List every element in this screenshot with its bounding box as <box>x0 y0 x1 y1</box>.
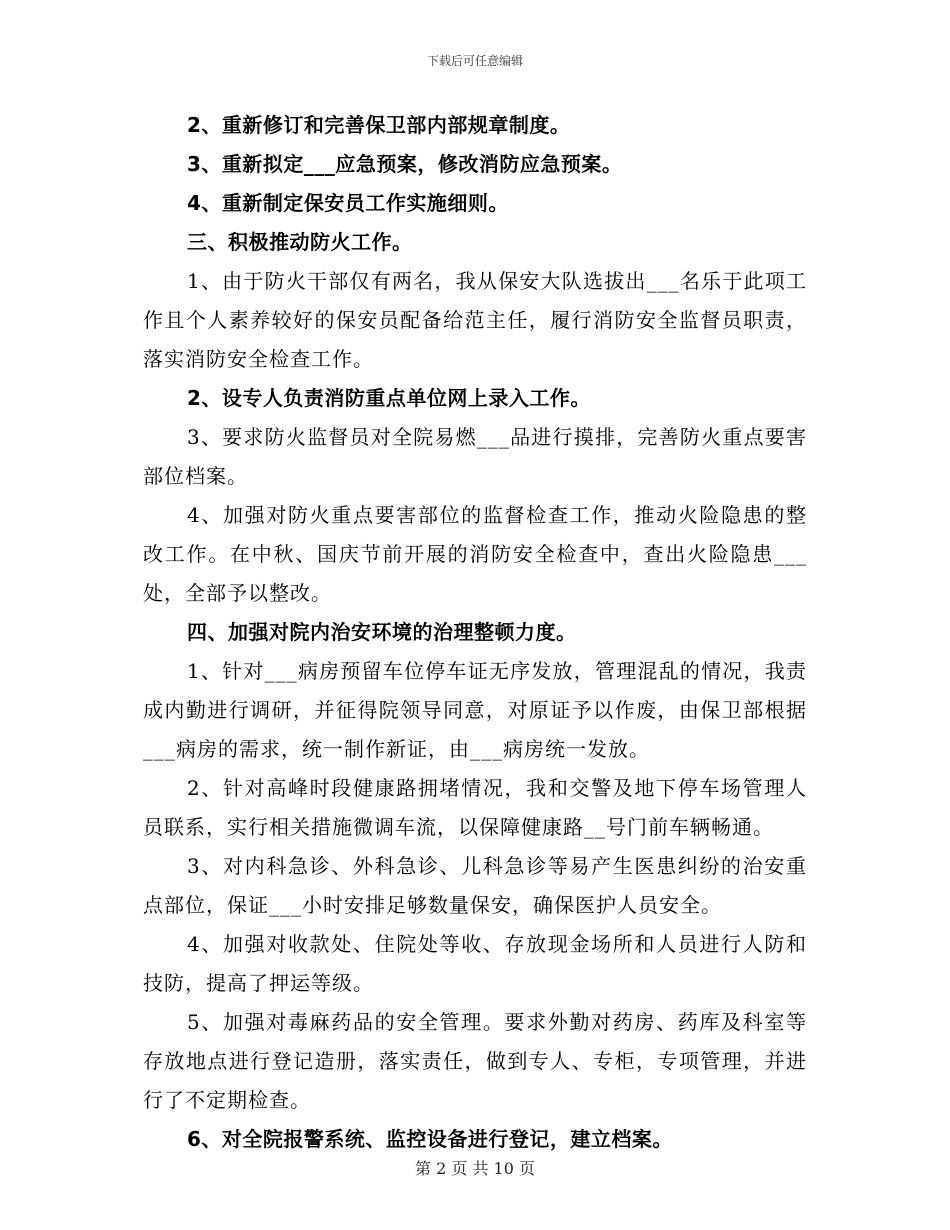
paragraph: 2、重新修订和完善保卫部内部规章制度。 <box>187 113 571 137</box>
paragraph: 3、重新拟定___应急预案，修改消防应急预案。 <box>187 152 623 176</box>
paragraph: 5、加强对毒麻药品的安全管理。要求外勤对药房、药库及科室等存放地点进行登记造册，落实责任，做到专人、专柜，专项管理，并进行了不定期检查。 <box>143 1010 807 1112</box>
paragraph: 4、加强对收款处、住院处等收、存放现金场所和人员进行人防和技防，提高了押运等级。 <box>143 932 807 995</box>
document-body <box>143 106 807 1159</box>
paragraph: 4、加强对防火重点要害部位的监督检查工作，推动火险隐患的整改工作。在中秋、国庆节前开展的消防安全检查中，查出火险隐患___处，全部予以整改。 <box>143 503 807 605</box>
paragraph: 3、对内科急诊、外科急诊、儿科急诊等易产生医患纠纷的治安重点部位，保证___小时安排足够数量保安，确保医护人员安全。 <box>143 854 807 917</box>
page-number: 第 2 页 共 10 页 <box>415 1159 535 1178</box>
paragraph: 6、对全院报警系统、监控设备进行登记，建立档案。 <box>187 1127 673 1151</box>
section-heading: 三、积极推动防火工作。 <box>187 230 413 254</box>
paragraph: 3、要求防火监督员对全院易燃___品进行摸排，完善防火重点要害部位档案。 <box>143 425 807 488</box>
paragraph: 1、由于防火干部仅有两名，我从保安大队选拔出___名乐于此项工作且个人素养较好的保安员配备给范主任，履行消防安全监督员职责，落实消防安全检查工作。 <box>143 269 807 371</box>
page-header: 下载后可任意编辑 <box>426 54 523 68</box>
paragraph: 2、设专人负责消防重点单位网上录入工作。 <box>187 386 591 410</box>
paragraph: 2、针对高峰时段健康路拥堵情况，我和交警及地下停车场管理人员联系，实行相关措施微调车流，以保障健康路__号门前车辆畅通。 <box>143 776 807 839</box>
section-heading: 四、加强对院内治安环境的治理整顿力度。 <box>187 620 577 644</box>
paragraph: 4、重新制定保安员工作实施细则。 <box>187 191 509 215</box>
paragraph: 1、针对___病房预留车位停车证无序发放，管理混乱的情况，我责成内勤进行调研，并征得院领导同意，对原证予以作废，由保卫部根据___病房的需求，统一制作新证，由___病房统一发放。 <box>143 659 807 761</box>
